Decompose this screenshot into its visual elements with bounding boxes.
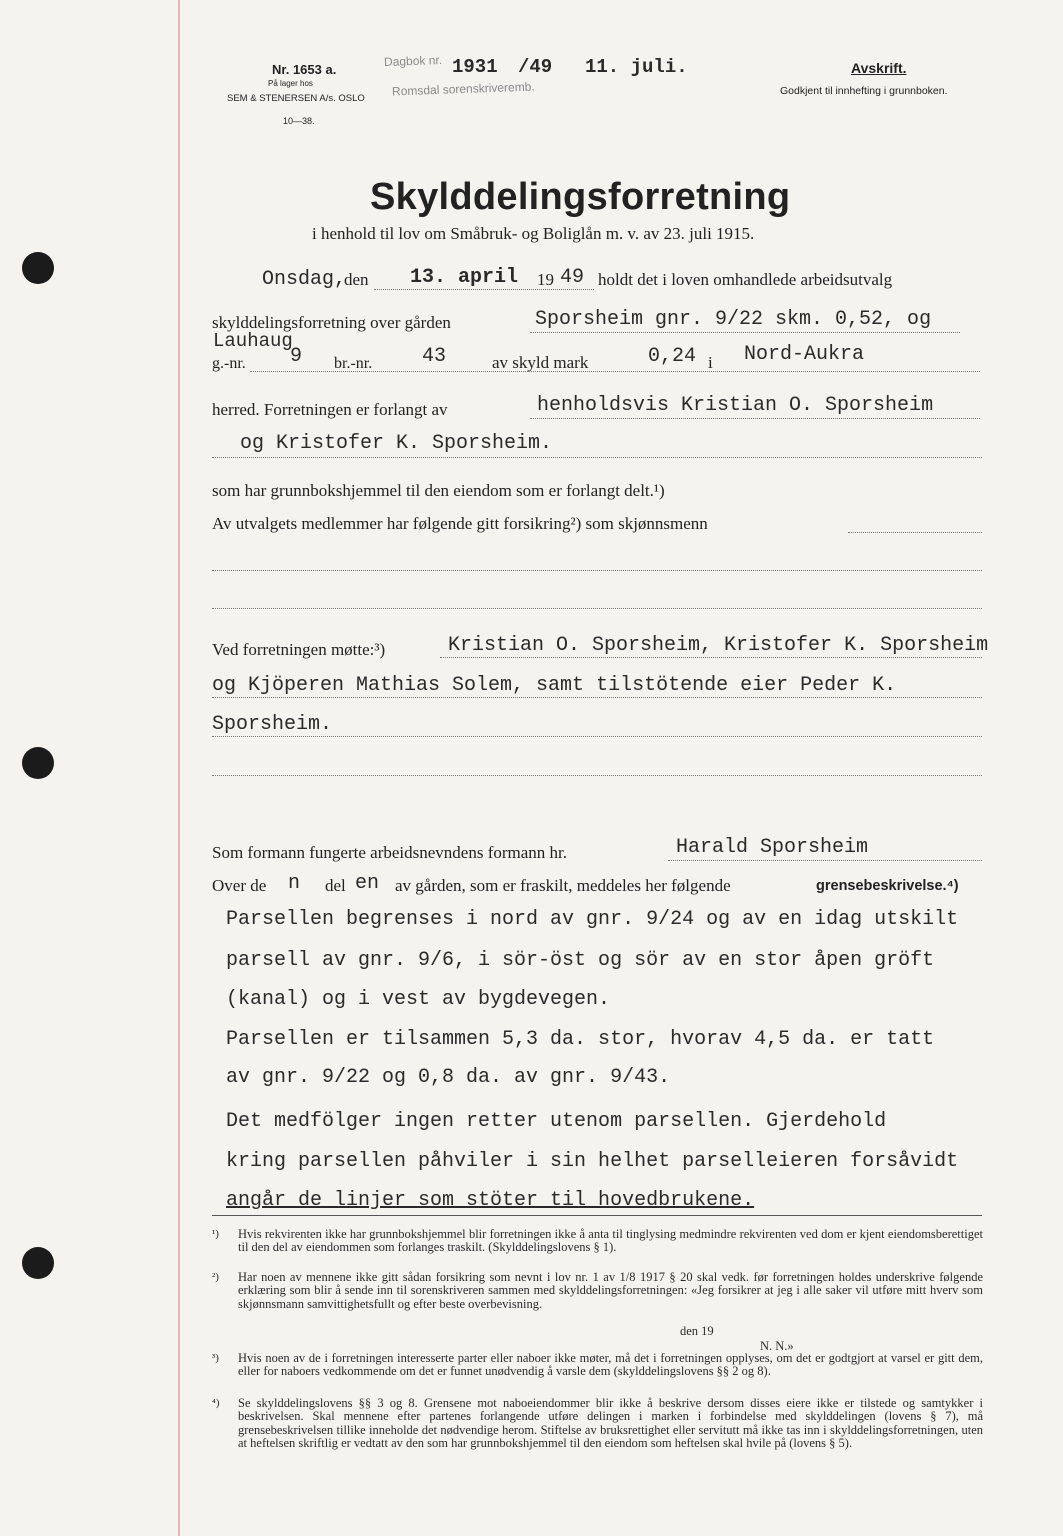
chair-name: Harald Sporsheim: [676, 836, 869, 859]
attendance-line-2: og Kjöperen Mathias Solem, samt tilstötende eier Peder K.: [212, 674, 897, 697]
meeting-weekday: Onsdag,: [262, 268, 347, 291]
attendance-rule-1: [440, 657, 982, 658]
grunnbok-text: som har grunnbokshjemmel til den eiendom som er forlangt delt.¹): [212, 481, 665, 500]
footnote-1-mark: ¹): [212, 1228, 219, 1240]
attendance-rule-2: [212, 697, 982, 698]
document-title: Skylddelingsforretning: [370, 176, 791, 218]
boundary-over-de: Over de: [212, 876, 267, 895]
herred-text: herred. Forretningen er forlangt av: [212, 400, 448, 419]
meeting-year-suffix: 49: [560, 266, 585, 289]
farm-rule: [530, 332, 960, 333]
brnr-label: br.-nr.: [334, 355, 373, 372]
punch-hole-middle: [22, 747, 54, 779]
meeting-held-text: holdt det i loven omhandlede arbeidsutvalg: [598, 270, 893, 289]
footnote-4-text: Se skylddelingslovens §§ 3 og 8. Grensene mot naboeiendommer blir ikke å beskrive dersom disses eiere ikke er tilstede og samtykker i beskrivelsen. Skal mennene efter partenes forlangende utføre delingen i marken i forbindelse med skylddelingen (lovens § 7), må grensebeskrivelsen tillike inneholde det nødvendige herom. Stiftelse av bruksrettighet eller servitutt må ikke tas inn i skylddelingsforretningen, uten at heftelsen skriftlig er vedtatt av den som har grunnbokshjemmel til den eiendom som heftelsen skal hvile på (lovens § 5).: [238, 1396, 983, 1450]
footnote-2-mark: ²): [212, 1271, 219, 1283]
members-rule-3: [212, 608, 982, 609]
stamp-number: 1931: [452, 56, 498, 78]
gnr-rule: [250, 371, 980, 372]
form-number: Nr. 1653 a.: [272, 62, 337, 77]
boundary-rest-text: av gården, som er fraskilt, meddeles her følgende: [395, 876, 731, 895]
i-label: i: [708, 353, 713, 372]
attendance-rule-3: [212, 736, 982, 737]
attendance-line-3: Sporsheim.: [212, 713, 333, 736]
boundary-line-8: angår de linjer som stöter til hovedbrukene.: [226, 1189, 755, 1212]
footnote-2-text: Har noen av mennene ikke gitt sådan forsikring som nevnt i lov nr. 1 av 1/8 1917 § 20 skal vedk. før forretningen holdes underskrive følgende erklæring som blir å sende inn til sorenskriveren sammen med skylddelingsforretningen: «Jeg forsikrer at jeg i alle saker vil utføre mitt hverv som skjønnsmann samvittighetsfullt og efter beste overbevisning.: [238, 1270, 983, 1311]
chair-label: Som formann fungerte arbeidsnevndens formann hr.: [212, 843, 568, 862]
boundary-line-4: Parsellen er tilsammen 5,3 da. stor, hvorav 4,5 da. er tatt: [226, 1028, 935, 1051]
footnote-1-text: Hvis rekvirenten ikke har grunnbokshjemmel blir forretningen ikke å anta til tinglysing medmindre rekvirenten ved dom er kjent eiendomsberettiget til den del av eiendommen som forlanges traskilt. (Skylddelingslovens § 1).: [238, 1227, 983, 1255]
boundary-line-3: (kanal) og i vest av bygdevegen.: [226, 988, 611, 1011]
requested-rule-1: [530, 418, 980, 419]
publisher-line-2: SEM & STENERSEN A/s. OSLO: [227, 93, 365, 104]
margin-line: [178, 0, 180, 1536]
skyld-value: 0,24: [648, 345, 697, 368]
punch-hole-top: [22, 252, 54, 284]
requested-by-1: henholdsvis Kristian O. Sporsheim: [537, 394, 934, 417]
meeting-year-prefix: 19: [537, 270, 554, 289]
boundary-line-6: Det medfölger ingen retter utenom parsellen. Gjerdehold: [226, 1110, 887, 1133]
over-garden-label: skylddelingsforretning over gården: [212, 313, 451, 332]
farm-name-2: Lauhaug: [213, 330, 293, 352]
boundary-line-7: kring parsellen påhviler i sin helhet parselleieren forsåvidt: [226, 1150, 959, 1173]
farm-name: Sporsheim gnr. 9/22 skm. 0,52, og: [535, 308, 932, 331]
footnote-3-text: Hvis noen av de i forretningen interesserte parter eller naboer ikke møter, må det i forretningen opplyses, om det er godtgjort at varsel er gitt dem, eller for naboers vedkommende om det er funnet unødvendig å varsle dem (skylddelingslovens §§ 2 og 8).: [238, 1351, 983, 1379]
chair-rule: [668, 860, 982, 861]
members-rule-2: [212, 570, 982, 571]
brnr-value: 43: [422, 345, 447, 368]
members-rule-1: [848, 532, 982, 533]
members-text: Av utvalgets medlemmer har følgende gitt forsikring²) som skjønnsmenn: [212, 514, 708, 533]
attendance-line-1: Kristian O. Sporsheim, Kristofer K. Sporsheim: [448, 634, 989, 657]
boundary-line-2: parsell av gnr. 9/6, i sör-öst og sör av en stor åpen gröft: [226, 949, 935, 972]
publisher-line-1: På lager hos: [268, 79, 313, 88]
boundary-line-5: av gnr. 9/22 og 0,8 da. av gnr. 9/43.: [226, 1066, 671, 1089]
document-subtitle: i henhold til lov om Småbruk- og Boliglån m. v. av 23. juli 1915.: [312, 224, 755, 243]
attendance-rule-4: [212, 775, 982, 776]
punch-hole-bottom: [22, 1247, 54, 1279]
footnote-3-mark: ³): [212, 1352, 219, 1364]
boundary-del-label: del: [325, 876, 346, 895]
date-rule: [374, 289, 594, 290]
stamp-text-bottom: Romsdal sorenskriveremb.: [391, 79, 535, 99]
boundary-end-rule: [212, 1215, 982, 1216]
stamp-text-top: Dagbok nr.: [383, 52, 443, 70]
meeting-day-month: 13. april: [410, 266, 519, 289]
requested-rule-2: [212, 457, 982, 458]
boundary-en-fill: en: [355, 872, 380, 895]
boundary-bold-word: grensebeskrivelse.⁴): [816, 878, 959, 894]
footnote-2-signature: N. N.»: [760, 1339, 794, 1353]
skyld-label: av skyld mark: [492, 353, 589, 372]
stamp-year: /49: [518, 56, 553, 78]
boundary-line-1: Parsellen begrenses i nord av gnr. 9/24 og av en idag utskilt: [226, 908, 959, 931]
stamp-date: 11. juli.: [585, 56, 688, 78]
meeting-den-label: den: [344, 270, 369, 289]
footnote-2-date-line: den 19: [680, 1324, 714, 1338]
print-date: 10—38.: [283, 116, 315, 126]
footnote-4-mark: ⁴): [212, 1397, 220, 1409]
approval-note: Godkjent til innhefting i grunnboken.: [780, 85, 948, 97]
gnr-label: g.-nr.: [212, 355, 246, 372]
gnr-value: 9: [290, 345, 303, 368]
copy-label: Avskrift.: [851, 60, 907, 76]
requested-by-2: og Kristofer K. Sporsheim.: [240, 432, 553, 455]
attendance-label: Ved forretningen møtte:³): [212, 640, 386, 659]
municipality: Nord-Aukra: [744, 343, 865, 366]
boundary-n-fill: n: [288, 872, 301, 895]
